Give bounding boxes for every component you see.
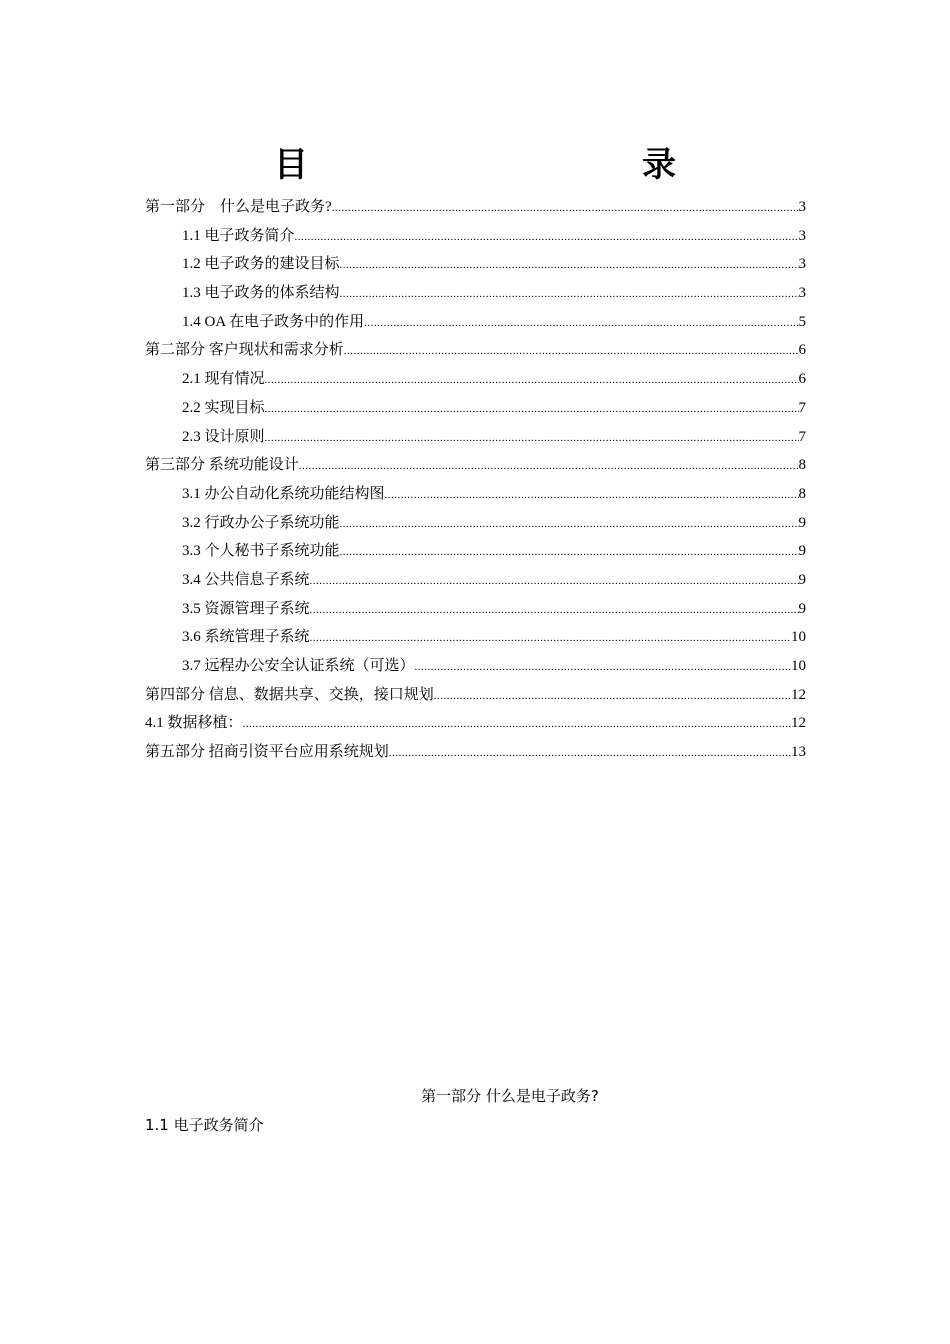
toc-entry[interactable]	[145, 681, 806, 710]
toc-entry-text: 3.7 远程办公安全认证系统（可选）	[182, 658, 415, 674]
toc-entry-text: 3.6 系统管理子系统	[182, 629, 310, 646]
toc-entry[interactable]	[145, 480, 806, 509]
toc-entry-text: 3.3 个人秘书子系统功能	[182, 543, 340, 560]
toc-entry-text: 2.1 现有情况	[182, 371, 265, 388]
toc-page-number: 10	[791, 658, 806, 674]
toc-entry[interactable]	[145, 738, 806, 767]
toc-entry-text: 2.2 实现目标	[182, 399, 265, 416]
toc-entry[interactable]	[145, 652, 806, 681]
toc-page-number: 9	[798, 571, 806, 588]
toc-entry-text: 第一部分 什么是电子政务?	[145, 199, 332, 215]
toc-entry[interactable]	[145, 365, 806, 394]
table-of-contents	[145, 193, 806, 767]
toc-dot-leader	[310, 567, 799, 596]
toc-page-number: 7	[798, 428, 806, 445]
toc-entry-text: 1.3 电子政务的体系结构	[182, 285, 340, 302]
toc-entry-text: 1.4 OA 在电子政务中的作用	[182, 313, 365, 330]
toc-entry-text: 3.2 行政办公子系统功能	[182, 514, 340, 531]
toc-page-number: 9	[798, 600, 806, 617]
toc-entry[interactable]	[145, 394, 806, 423]
toc-entry[interactable]	[145, 509, 806, 538]
toc-entry[interactable]	[145, 595, 806, 624]
toc-page-number: 5	[798, 313, 806, 330]
toc-entry-text: 3.1 办公自动化系统功能结构图	[182, 485, 385, 502]
toc-page-number: 12	[791, 686, 806, 703]
toc-dot-leader	[265, 366, 799, 395]
toc-page-number: 6	[798, 371, 806, 388]
toc-entry-text: 3.4 公共信息子系统	[182, 571, 310, 588]
toc-dot-leader	[340, 510, 799, 539]
toc-entry[interactable]	[145, 537, 806, 566]
toc-page-number: 3	[798, 227, 806, 244]
section-heading: 第一部分 什么是电子政务?	[421, 1087, 599, 1105]
toc-entry[interactable]	[145, 336, 806, 365]
toc-entry[interactable]	[145, 451, 806, 480]
toc-dot-leader	[265, 424, 799, 453]
toc-entry-text: 第三部分 系统功能设计	[145, 457, 299, 474]
toc-page-number: 8	[798, 485, 806, 502]
toc-dot-leader	[295, 223, 799, 252]
toc-dot-leader	[243, 710, 791, 739]
toc-dot-leader	[340, 251, 799, 280]
toc-entry-text: 3.5 资源管理子系统	[182, 600, 310, 617]
toc-dot-leader	[415, 653, 791, 682]
toc-dot-leader	[340, 538, 799, 567]
toc-page-number: 9	[798, 514, 806, 531]
toc-dot-leader	[299, 452, 799, 481]
toc-page-number: 6	[798, 342, 806, 359]
toc-dot-leader	[310, 596, 799, 625]
toc-entry-text: 第四部分 信息、数据共享、交换，接口规划	[145, 686, 434, 703]
toc-entry-text: 第二部分 客户现状和需求分析	[145, 342, 344, 359]
toc-entry[interactable]	[145, 222, 806, 251]
toc-entry[interactable]	[145, 623, 806, 652]
toc-page-number: 13	[791, 744, 806, 761]
toc-page-number: 12	[791, 715, 806, 732]
toc-title: 目 录	[274, 145, 826, 185]
toc-entry[interactable]	[145, 193, 806, 222]
toc-page-number: 8	[798, 457, 806, 474]
toc-page-number: 9	[798, 543, 806, 560]
toc-entry[interactable]	[145, 308, 806, 337]
toc-entry[interactable]	[145, 423, 806, 452]
toc-dot-leader	[389, 739, 791, 768]
toc-dot-leader	[332, 194, 799, 223]
toc-entry-text: 1.1 电子政务简介	[182, 227, 295, 244]
toc-page-number: 10	[791, 629, 806, 646]
toc-entry[interactable]	[145, 566, 806, 595]
toc-entry[interactable]	[145, 250, 806, 279]
toc-dot-leader	[265, 395, 799, 424]
toc-dot-leader	[434, 682, 791, 711]
toc-dot-leader	[340, 280, 799, 309]
toc-dot-leader	[385, 481, 799, 510]
toc-dot-leader	[310, 624, 791, 653]
toc-page-number: 3	[798, 285, 806, 302]
toc-page-number: 7	[798, 399, 806, 416]
toc-entry[interactable]	[145, 279, 806, 308]
toc-entry-text: 1.2 电子政务的建设目标	[182, 256, 340, 273]
toc-page-number: 3	[798, 256, 806, 273]
toc-page-number: 3	[798, 199, 806, 215]
toc-entry-text: 4.1 数据移植：	[145, 715, 243, 732]
toc-entry-text: 第五部分 招商引资平台应用系统规划	[145, 744, 389, 761]
toc-entry[interactable]	[145, 709, 806, 738]
toc-dot-leader	[344, 337, 799, 366]
toc-dot-leader	[364, 309, 798, 338]
toc-entry-text: 2.3 设计原则	[182, 428, 265, 445]
sub-heading: 1.1 电子政务简介	[145, 1116, 264, 1134]
